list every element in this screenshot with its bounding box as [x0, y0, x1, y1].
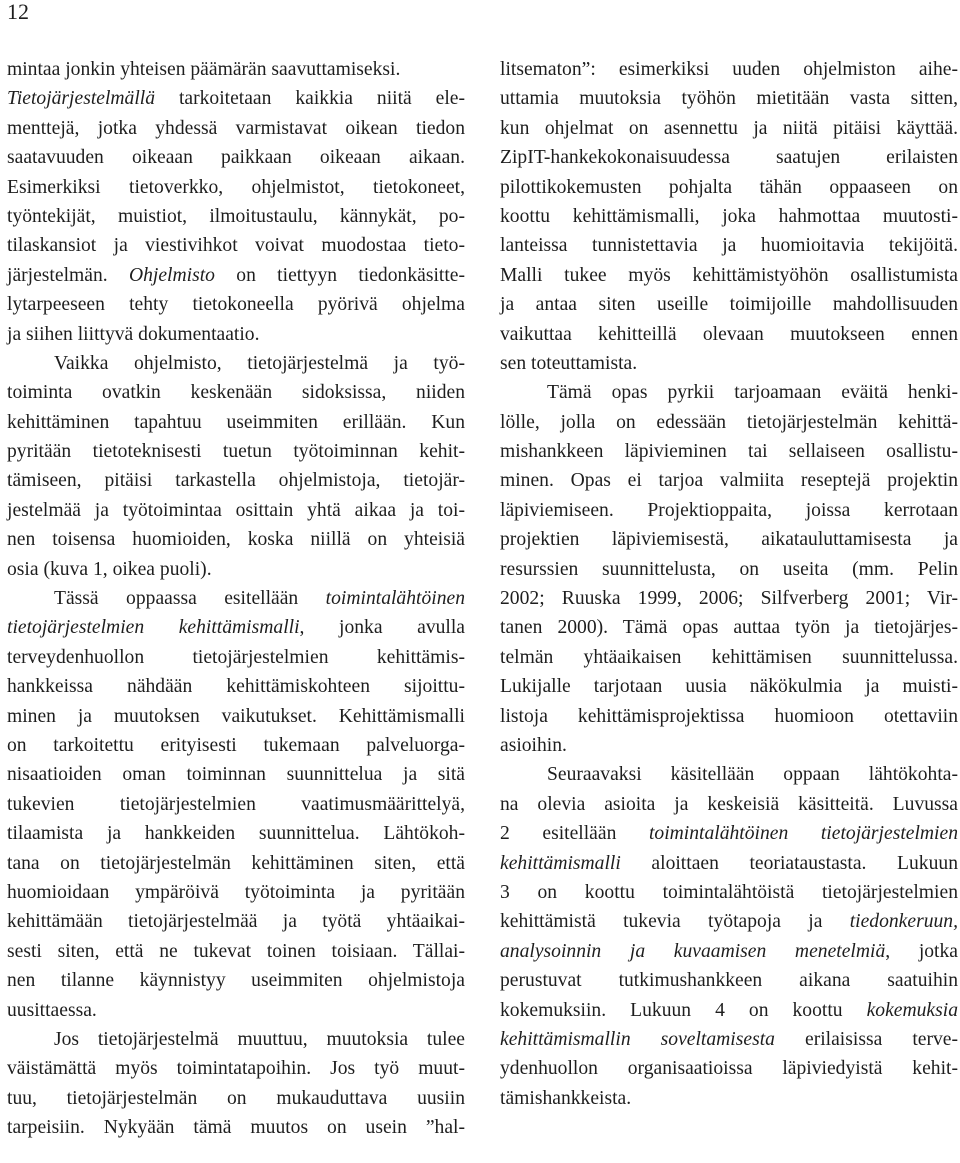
italic-term: Tietojärjestelmällä [7, 88, 156, 110]
text-line: ja antaa siten useille toimijoille mahdollisuuden [500, 294, 958, 316]
italic-term: tietojärjestelmien kehittämismalli [7, 617, 300, 639]
text-segment: , jonka avulla [299, 617, 465, 639]
text-line: ZipIT-hankekokonaisuudessa saatujen erilaisten [500, 147, 958, 169]
right-column [500, 55, 958, 1113]
text-line [500, 907, 958, 936]
text-line: mintaa jonkin yhteisen päämärän saavuttamiseksi. [7, 59, 401, 80]
text-segment: Tässä oppaassa esitellään [54, 588, 326, 610]
text-line: perustuvat tutkimushankkeen aikana saatuihin [500, 970, 958, 992]
text-line: vaikuttaa kehitteillä olevaan muutokseen ennen [500, 323, 958, 345]
text-line: telmän yhtäaikaisen kehittämisen suunnittelussa. [500, 646, 958, 668]
text-line: pilottikokemusten pohjalta tähän oppaaseen on [500, 176, 958, 198]
italic-term: kehittämismalli [500, 852, 621, 874]
text-line: lanteissa tunnistettavia ja huomioitavia tekijöitä. [500, 235, 958, 257]
text-line: uttamia muutoksia työhön mietitään vasta sitten, [500, 88, 958, 110]
text-line [500, 819, 958, 848]
text-line: työntekijät, muistiot, ilmoitustaulu, kännykät, po- [7, 205, 465, 227]
text-line: 3 on koottu toimintalähtöistä tietojärjestelmien [500, 881, 958, 903]
text-line: Vaikka ohjelmisto, tietojärjestelmä ja työ- [54, 352, 465, 374]
text-line: tanen 2000). Tämä opas auttaa työn ja tietojärjes- [500, 617, 958, 639]
text-line: tana on tietojärjestelmän kehittäminen siten, että [7, 852, 465, 874]
italic-term: analysoinnin ja kuvaamisen menetelmiä [500, 940, 886, 962]
text-segment: aloittaen teoriataustasta. Lukuun [620, 852, 958, 874]
text-line: tukevien tietojärjestelmien vaatimusmäärittelyä, [7, 793, 465, 815]
left-column [7, 55, 465, 1142]
text-line: saatavuuden oikeaan paikkaan oikeaan aikaan. [7, 147, 465, 169]
text-line: kun ohjelmat on asennettu ja niitä pitäisi käyttää. [500, 117, 958, 139]
text-line [500, 1025, 958, 1054]
text-line: tilaskansiot ja viestivihkot voivat muodostaa tieto- [7, 235, 465, 257]
text-line [500, 849, 958, 878]
text-line: mishankkeen läpivieminen tai sellaiseen osallistu- [500, 441, 958, 463]
text-line: koottu kehittämismalli, joka hahmottaa muutosti- [500, 205, 958, 227]
text-segment: kehittämistä tukevia työtapoja ja [500, 911, 850, 933]
text-line: pyritään tietoteknisesti tuetun työtoiminnan kehit- [7, 441, 465, 463]
text-line: terveydenhuollon tietojärjestelmien kehittämis- [7, 646, 465, 668]
text-line: ydenhuollon organisaatioissa läpiviedyistä kehit- [500, 1058, 958, 1080]
text-line: sesti siten, että ne tukevat toinen toisiaan. Tällai- [7, 940, 465, 962]
italic-term: tiedonkeruun, [849, 911, 958, 933]
text-line: listoja kehittämisprojektissa huomioon otettaviin [500, 705, 958, 727]
text-line: ja siihen liittyvä dokumentaatio. [7, 323, 260, 345]
text-line: nisaatioiden oman toiminnan suunnittelua ja sitä [7, 764, 465, 786]
text-segment: järjestelmän. [7, 264, 129, 286]
text-line: Jos tietojärjestelmä muuttuu, muutoksia tulee [54, 1028, 465, 1050]
text-line [7, 613, 465, 642]
text-segment: 2 esitellään [500, 823, 649, 845]
text-line: kehittämään tietojärjestelmää ja työtä yhtäaikai- [7, 911, 465, 933]
text-line [7, 261, 465, 290]
italic-term: toimintalähtöinen tietojärjestelmien [648, 823, 958, 845]
text-line [500, 937, 958, 966]
italic-term: kokemuksia [866, 999, 958, 1021]
text-line: asioihin. [500, 734, 567, 756]
italic-term: Ohjelmisto [128, 264, 215, 286]
text-segment: on tiettyyn tiedonkäsitte- [214, 264, 465, 286]
text-line: väistämättä myös toimintatapoihin. Jos työ muut- [7, 1058, 465, 1080]
text-line: minen ja muutoksen vaikutukset. Kehittämismalli [7, 705, 465, 727]
text-line: nen tilanne käynnistyy useimmiten ohjelmistoja [7, 970, 465, 992]
text-segment: tarkoitetaan kaikkia niitä ele- [155, 88, 465, 110]
text-line: tilaamista ja hankkeiden suunnittelua. Lähtökoh- [7, 823, 465, 845]
text-line: tämishankkeista. [500, 1087, 632, 1109]
text-line: Esimerkiksi tietoverkko, ohjelmistot, tietokoneet, [7, 176, 465, 198]
italic-term: toimintalähtöinen [325, 588, 465, 610]
text-line [500, 996, 958, 1025]
text-line: tämiseen, pitäisi tarkastella ohjelmistoja, tietojär- [7, 470, 465, 492]
text-line: osia (kuva 1, oikea puoli). [7, 558, 212, 580]
text-line: tuu, tietojärjestelmän on mukauduttava uusiin [7, 1087, 465, 1109]
text-line: projektien läpiviemisestä, aikatauluttamisesta ja [500, 529, 958, 551]
text-line: lölle, jolla on edessään tietojärjestelmän kehittä- [500, 411, 958, 433]
text-line: huomioidaan ympäröivä työtoiminta ja pyritään [7, 881, 465, 903]
text-line: tarpeisiin. Nykyään tämä muutos on usein ”hal- [7, 1117, 465, 1139]
text-line: toiminta ovatkin keskenään sidoksissa, niiden [7, 382, 465, 404]
text-line: menttejä, jotka yhdessä varmistavat oikean tiedon [7, 117, 465, 139]
text-segment: kokemuksiin. Lukuun 4 on koottu [500, 999, 867, 1021]
text-line: on tarkoitettu erityisesti tukemaan palveluorga- [7, 734, 465, 756]
text-line: na olevia asioita ja keskeisiä käsitteitä. Luvussa [500, 793, 958, 815]
text-line: Tämä opas pyrkii tarjoamaan eväitä henki- [547, 382, 958, 404]
text-segment: , jotka [885, 940, 958, 962]
text-line: läpiviemiseen. Projektioppaita, joissa kerrotaan [500, 499, 958, 521]
text-line: Malli tukee myös kehittämistyöhön osallistumista [500, 264, 958, 286]
text-line: Lukijalle tarjotaan uusia näkökulmia ja muisti- [500, 676, 958, 698]
text-line: uusittaessa. [7, 999, 97, 1021]
italic-term: kehittämismallin soveltamisesta [500, 1028, 775, 1050]
text-line: litsematon”: esimerkiksi uuden ohjelmiston aihe- [500, 59, 958, 80]
text-line: hankkeissa nähdään kehittämiskohteen sijoittu- [7, 676, 465, 698]
text-line: minen. Opas ei tarjoa valmiita reseptejä projektin [500, 470, 958, 492]
text-line: sen toteuttamista. [500, 352, 638, 374]
text-line [7, 584, 465, 613]
text-line: lytarpeeseen tehty tietokoneella pyörivä ohjelma [7, 294, 465, 316]
text-line [7, 84, 465, 113]
text-line: resurssien suunnittelusta, on useita (mm. Pelin [500, 558, 958, 580]
text-line: nen toisensa huomioiden, koska niillä on yhteisiä [7, 529, 465, 551]
text-line: kehittäminen tapahtuu useimmiten erillään. Kun [7, 411, 465, 433]
page-number: 12 [7, 0, 29, 24]
text-line: jestelmää ja työtoimintaa osittain yhtä aikaa ja toi- [7, 499, 465, 521]
text-line: 2002; Ruuska 1999, 2006; Silfverberg 2001; Vir- [500, 588, 958, 610]
text-line: Seuraavaksi käsitellään oppaan lähtökohta- [547, 764, 958, 786]
text-segment: erilaisissa terve- [774, 1028, 959, 1050]
